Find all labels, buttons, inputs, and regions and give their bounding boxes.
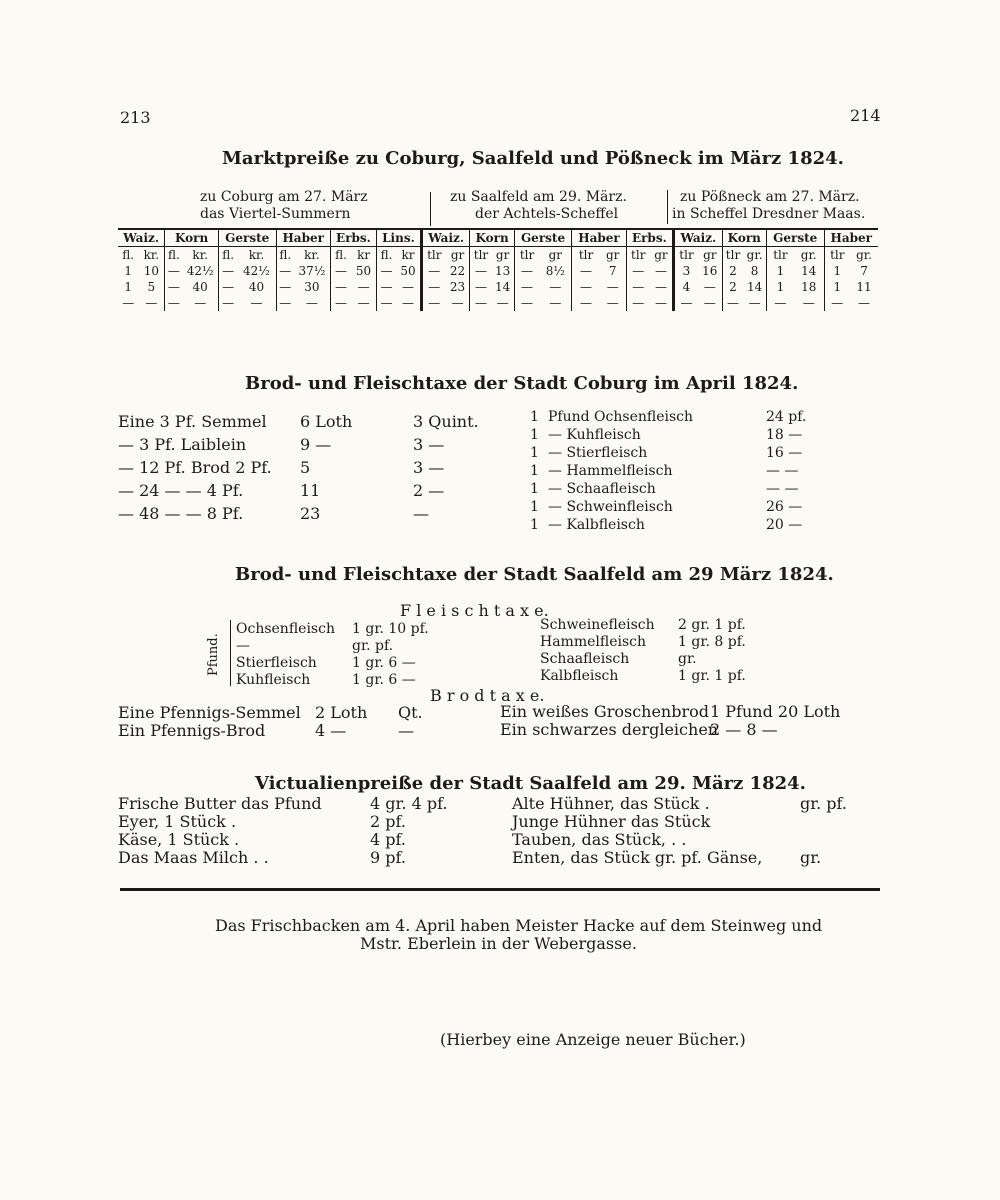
price-cell: — [276, 263, 294, 279]
price-cell: 13 [494, 264, 511, 278]
bread-quint: 3 — [413, 458, 445, 477]
price-cell: 23 [449, 280, 466, 294]
price-cell: 2 [722, 263, 743, 279]
meat-qty: 1 [530, 463, 539, 479]
bread-item: — 12 Pf. Brod 2 Pf. [118, 458, 272, 477]
price-cell: — [858, 296, 871, 310]
price-cell: — [377, 295, 397, 311]
unit-cell: tlr [674, 247, 698, 264]
price-cell: — [377, 263, 397, 279]
price-cell: 42½ [243, 264, 270, 278]
meat-item: Schweinefleisch [540, 617, 655, 633]
price-cell: — [276, 295, 294, 311]
price-cell: — [305, 296, 318, 310]
meat-price: gr. pf. [352, 638, 394, 654]
meat-price: 1 gr. 1 pf. [678, 668, 746, 684]
unit-cell: kr. [304, 248, 320, 262]
coburg-group-line2: das Viertel-Summern [200, 206, 351, 222]
bread-weight: 1 Pfund 20 Loth [710, 702, 841, 721]
price-cell: — [722, 295, 743, 311]
meat-qty: 1 [530, 499, 539, 515]
price-cell: — [626, 295, 650, 311]
unit-cell: kr. [192, 248, 208, 262]
price-cell: — [654, 296, 667, 310]
market-row [118, 263, 878, 279]
meat-qty: 1 [530, 517, 539, 533]
price-cell: — [572, 279, 600, 295]
victual-price: 4 gr. 4 pf. [370, 794, 448, 813]
meat-price: 1 gr. 8 pf. [678, 634, 746, 650]
price-cell: — [401, 280, 414, 294]
group-divider-1 [430, 192, 431, 226]
coburg-taxe-title: Brod- und Fleischtaxe der Stadt Coburg im April 1824. [245, 373, 799, 394]
price-cell: 16 [702, 264, 718, 278]
victual-price: gr. pf. [800, 794, 847, 813]
bread-weight: 6 Loth [300, 412, 353, 431]
unit-cell: kr. [248, 248, 265, 262]
bread-weight: 11 [300, 481, 321, 500]
grain-header: Gerste [766, 229, 824, 247]
price-cell: — [703, 296, 716, 310]
victual-item: Tauben, das Stück, . . [512, 830, 687, 849]
meat-item: — Stierfleisch [548, 445, 648, 461]
unit-cell: tlr [514, 247, 539, 264]
price-cell: — [377, 279, 397, 295]
price-cell: — [145, 296, 158, 310]
unit-cell: kr [357, 248, 371, 262]
pfund-vertical-label: Pfund. [206, 633, 221, 676]
meat-price: 2 gr. 1 pf. [678, 617, 746, 633]
meat-price: — — [766, 463, 799, 479]
price-cell: 22 [449, 264, 466, 278]
grain-header: Gerste [218, 229, 276, 247]
price-cell: 42½ [186, 264, 214, 278]
price-cell: 50 [400, 264, 416, 278]
grain-header: Lins. [377, 229, 422, 247]
price-cell: — [357, 280, 370, 294]
meat-price: 24 pf. [766, 409, 807, 425]
meat-item: — Kuhfleisch [548, 427, 641, 443]
meat-item: Kuhfleisch [236, 672, 311, 688]
grain-header: Waiz. [421, 229, 470, 247]
saalfeld-taxe-title: Brod- und Fleischtaxe der Stadt Saalfeld am 29 März 1824. [235, 564, 834, 585]
unit-cell: fl. [165, 247, 183, 264]
price-cell: 37½ [298, 264, 326, 278]
victual-prices-title: Victualienpreiße der Stadt Saalfeld am 29. März 1824. [255, 773, 806, 794]
price-cell: 30 [304, 280, 320, 294]
bread-weight: 9 — [300, 435, 332, 454]
poessneck-group-line1: zu Pößneck am 27. März. [680, 189, 860, 205]
grain-header: Haber [276, 229, 330, 247]
unit-cell: tlr [626, 247, 650, 264]
meat-price: 18 — [766, 427, 803, 443]
bread-item: Eine Pfennigs-Semmel [118, 703, 301, 722]
victual-item: Käse, 1 Stück . [118, 830, 240, 849]
unit-cell: gr [548, 248, 563, 262]
footer-note: (Hierbey eine Anzeige neuer Bücher.) [440, 1030, 746, 1049]
unit-cell: fl. [122, 248, 135, 262]
price-cell: — [572, 295, 600, 311]
bread-weight: 5 [300, 458, 311, 477]
victual-item: Das Maas Milch . . [118, 848, 269, 867]
unit-cell: fl. [276, 247, 294, 264]
unit-cell: tlr [766, 247, 794, 264]
price-cell: 1 [766, 279, 794, 295]
price-cell: — [165, 279, 183, 295]
grain-header: Korn [722, 229, 766, 247]
price-cell: — [496, 296, 509, 310]
bread-unit: — [398, 721, 414, 740]
meat-item: Schaafleisch [540, 651, 630, 667]
bread-item: Ein Pfennigs-Brod [118, 721, 266, 740]
price-cell: — [626, 263, 650, 279]
meat-item: — Hammelfleisch [548, 463, 673, 479]
victual-item: Junge Hühner das Stück [512, 812, 711, 831]
page-number-left: 213 [120, 108, 151, 127]
unit-cell: fl. [330, 247, 351, 264]
meat-price: gr. [678, 651, 697, 667]
bread-quint: 3 — [413, 435, 445, 454]
price-cell: — [276, 279, 294, 295]
unit-cell: tlr [470, 247, 492, 264]
meat-qty: 1 [530, 445, 539, 461]
price-cell: 14 [494, 280, 511, 294]
price-cell: — [194, 296, 207, 310]
fleischtaxe-heading: F l e i s c h t a x e. [400, 601, 549, 620]
price-cell: 1 [766, 263, 794, 279]
bread-item: Ein weißes Groschenbrod [500, 702, 709, 721]
market-row [118, 279, 878, 295]
price-cell: — [165, 263, 183, 279]
price-cell: — [401, 296, 414, 310]
price-cell: 1 [824, 279, 850, 295]
meat-qty: 1 [530, 481, 539, 497]
price-cell: — [122, 296, 135, 310]
unit-cell: fl. [377, 247, 397, 264]
price-cell: — [606, 280, 619, 294]
price-cell: 8½ [545, 264, 565, 278]
victual-item: Enten, das Stück gr. pf. Gänse, [512, 848, 763, 867]
meat-item: Stierfleisch [236, 655, 317, 671]
meat-price: 16 — [766, 445, 803, 461]
price-cell: — [674, 295, 698, 311]
price-cell: — [824, 295, 850, 311]
price-cell: — [606, 296, 619, 310]
price-cell: — [421, 263, 445, 279]
price-cell: 8 [750, 264, 759, 278]
victual-price: 2 pf. [370, 812, 406, 831]
grain-header: Erbs. [626, 229, 673, 247]
meat-item: Kalbfleisch [540, 668, 619, 684]
price-cell: — [250, 296, 263, 310]
price-cell: — [549, 280, 562, 294]
price-cell: — [572, 263, 600, 279]
meat-item: — Schweinfleisch [548, 499, 673, 515]
victual-price: 9 pf. [370, 848, 406, 867]
market-prices-table [118, 228, 878, 311]
bread-item: Eine 3 Pf. Semmel [118, 412, 267, 431]
unit-cell: tlr [572, 247, 600, 264]
unit-cell: fl. [218, 247, 237, 264]
price-cell: 1 [124, 280, 133, 294]
unit-cell: tlr [824, 247, 850, 264]
bread-quint: 2 — [413, 481, 445, 500]
price-cell: — [654, 280, 667, 294]
grain-header: Korn [470, 229, 514, 247]
notice-line-1: Das Frischbacken am 4. April haben Meister Hacke auf dem Steinweg und [215, 916, 823, 935]
price-cell: — [330, 295, 351, 311]
price-cell: — [549, 296, 562, 310]
victual-item: Eyer, 1 Stück . [118, 812, 237, 831]
price-cell: — [514, 279, 539, 295]
unit-cell: gr [703, 248, 717, 262]
meat-item: — [236, 638, 250, 654]
victual-price: gr. [800, 848, 822, 867]
bread-weight: 23 [300, 504, 321, 523]
price-cell: — [703, 280, 716, 294]
unit-cell: gr [606, 248, 620, 262]
price-cell: 40 [192, 280, 208, 294]
unit-cell: gr [654, 248, 668, 262]
grain-header: Gerste [514, 229, 572, 247]
market-row [118, 295, 878, 311]
unit-cell: gr. [856, 248, 872, 262]
meat-price: 26 — [766, 499, 803, 515]
price-cell: — [748, 296, 761, 310]
bread-weight: 2 Loth [315, 703, 368, 722]
poessneck-group-line2: in Scheffel Dresdner Maas. [672, 206, 866, 222]
grain-header: Waiz. [674, 229, 723, 247]
meat-price: 1 gr. 10 pf. [352, 621, 429, 637]
meat-price: 20 — [766, 517, 803, 533]
bread-weight: 4 — [315, 721, 347, 740]
meat-price: — — [766, 481, 799, 497]
price-cell: 7 [860, 264, 868, 278]
grain-header: Haber [572, 229, 626, 247]
grain-header: Korn [165, 229, 219, 247]
victual-item: Alte Hühner, das Stück . [512, 794, 710, 813]
price-cell: — [421, 279, 445, 295]
meat-item: Hammelfleisch [540, 634, 647, 650]
bread-weight: 2 — 8 — [710, 720, 778, 739]
price-cell: 7 [608, 264, 617, 278]
price-cell: — [654, 264, 667, 278]
price-cell: 50 [355, 264, 372, 278]
meat-item: — Schaafleisch [548, 481, 656, 497]
unit-cell: gr. [800, 248, 817, 262]
notice-line-2: Mstr. Eberlein in der Webergasse. [360, 934, 637, 953]
price-cell: 5 [147, 280, 156, 294]
page-number-right: 214 [850, 106, 881, 125]
meat-qty: 1 [530, 409, 539, 425]
price-cell: — [451, 296, 464, 310]
meat-price: 1 gr. 6 — [352, 672, 416, 688]
bread-item: Ein schwarzes dergleichen [500, 720, 719, 739]
price-cell: 4 [674, 279, 698, 295]
bread-quint: — [413, 504, 429, 523]
price-cell: 3 [674, 263, 698, 279]
bread-unit: Qt. [398, 703, 423, 722]
price-cell: — [218, 295, 237, 311]
price-cell: — [330, 263, 351, 279]
meat-qty: 1 [530, 427, 539, 443]
coburg-group-line1: zu Coburg am 27. März [200, 189, 368, 205]
price-cell: 2 [722, 279, 743, 295]
unit-cell: tlr [421, 247, 445, 264]
price-cell: — [626, 279, 650, 295]
group-divider-2 [667, 190, 668, 224]
section-rule [120, 888, 880, 891]
price-cell: 10 [143, 264, 159, 278]
unit-cell: gr. [746, 248, 763, 262]
unit-cell: gr [450, 248, 465, 262]
market-prices-title: Marktpreiße zu Coburg, Saalfeld und Pößneck im März 1824. [222, 148, 844, 169]
meat-item: Ochsenfleisch [236, 621, 335, 637]
price-cell: — [514, 295, 539, 311]
price-cell: — [165, 295, 183, 311]
victual-item: Frische Butter das Pfund [118, 794, 322, 813]
grain-header: Erbs. [330, 229, 376, 247]
pfund-bracket [230, 620, 231, 686]
meat-price: 1 gr. 6 — [352, 655, 416, 671]
meat-item: — Kalbfleisch [548, 517, 645, 533]
bread-item: — 3 Pf. Laiblein [118, 435, 247, 454]
price-cell: 18 [801, 280, 817, 294]
price-cell: — [470, 279, 492, 295]
saalfeld-group-line1: zu Saalfeld am 29. März. [450, 189, 627, 205]
unit-cell: kr. [143, 248, 160, 262]
price-cell: — [470, 295, 492, 311]
price-cell: — [802, 296, 815, 310]
grain-header: Waiz. [118, 229, 165, 247]
price-cell: 14 [801, 264, 817, 278]
bread-quint: 3 Quint. [413, 412, 479, 431]
price-cell: 1 [124, 264, 133, 278]
saalfeld-group-line2: der Achtels-Scheffel [475, 206, 619, 222]
grain-header: Haber [824, 229, 878, 247]
bread-item: — 48 — — 8 Pf. [118, 504, 244, 523]
unit-cell: gr [495, 248, 510, 262]
price-cell: — [514, 263, 539, 279]
unit-cell: tlr [722, 247, 743, 264]
victual-price: 4 pf. [370, 830, 406, 849]
price-cell: — [357, 296, 370, 310]
price-cell: — [470, 263, 492, 279]
price-cell: 40 [248, 280, 265, 294]
meat-item: Pfund Ochsenfleisch [548, 409, 694, 425]
brodtaxe-heading: B r o d t a x e. [430, 686, 545, 705]
price-cell: 1 [824, 263, 850, 279]
price-cell: — [330, 279, 351, 295]
price-cell: — [766, 295, 794, 311]
price-cell: — [421, 295, 445, 311]
price-cell: 11 [856, 280, 872, 294]
unit-cell: kr [401, 248, 415, 262]
price-cell: — [218, 279, 237, 295]
price-cell: — [218, 263, 237, 279]
bread-item: — 24 — — 4 Pf. [118, 481, 244, 500]
price-cell: 14 [746, 280, 763, 294]
